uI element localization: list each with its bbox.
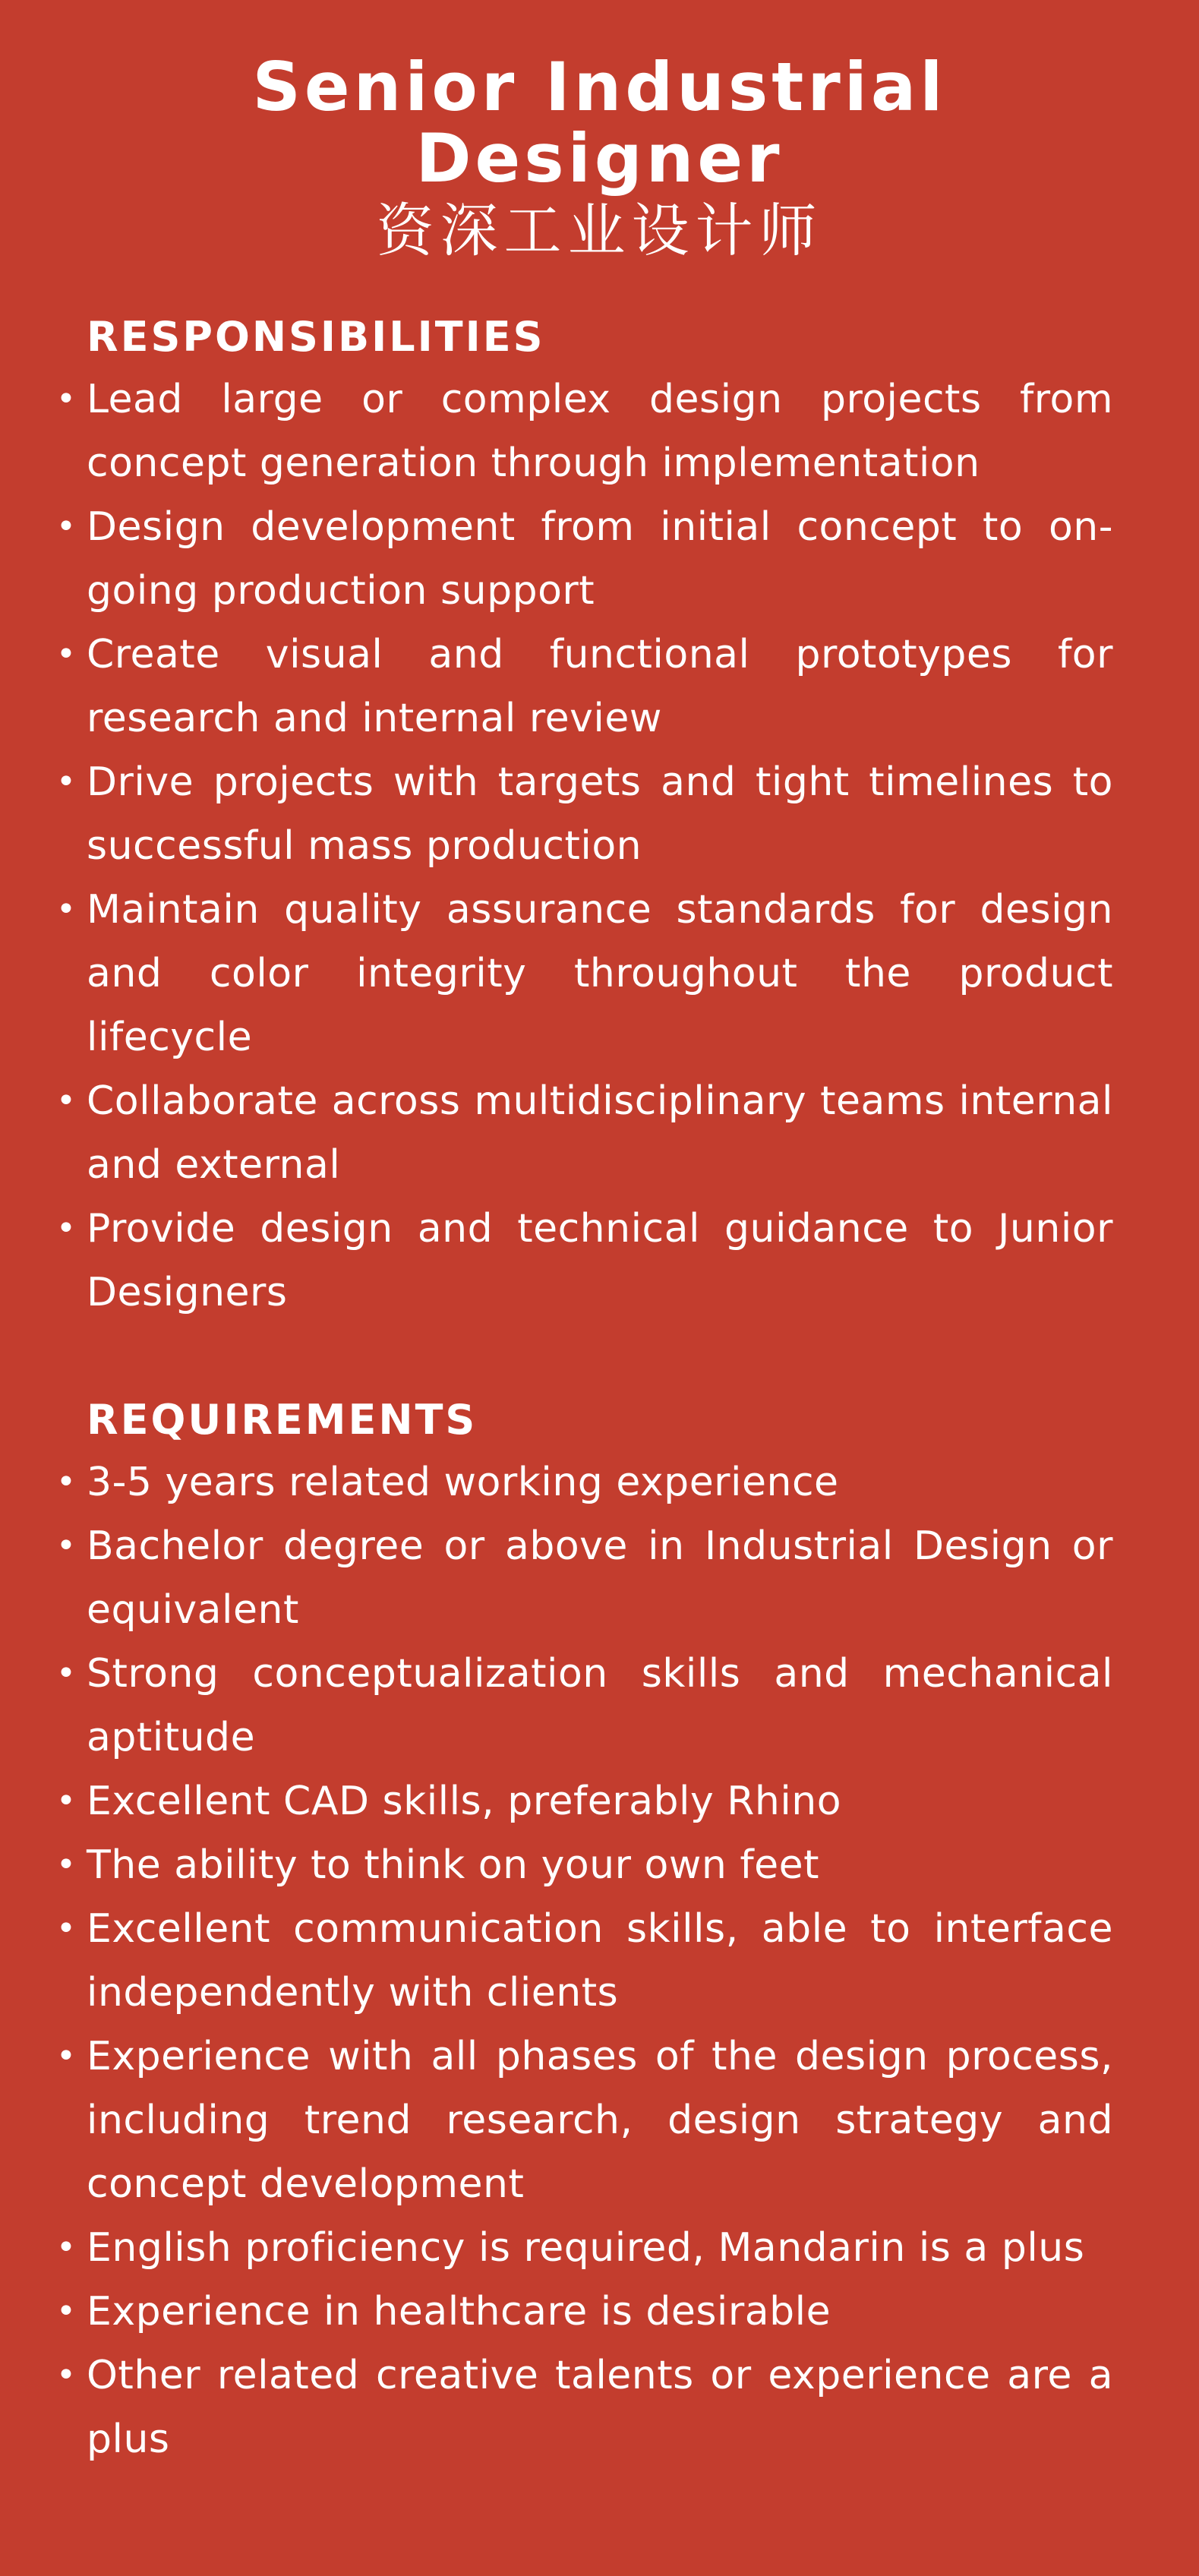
- requirement-item-text: Experience with all phases of the design process, including trend research, design strategy and concept development: [87, 2034, 1113, 2207]
- job-title-chinese: 资深工业设计师: [376, 197, 823, 264]
- requirement-item-text: Bachelor degree or above in Industrial Design or equivalent: [87, 1523, 1113, 1633]
- requirement-item: [56, 1833, 1113, 1897]
- bullet-icon: •: [56, 1526, 77, 1565]
- bullet-icon: •: [56, 507, 77, 546]
- responsibility-item: [56, 368, 1113, 495]
- requirement-item-text: Excellent CAD skills, preferably Rhino: [87, 1779, 842, 1824]
- responsibility-item-text: Lead large or complex design projects from concept generation through implementation: [87, 377, 1113, 486]
- responsibility-item: [56, 750, 1113, 878]
- requirement-item-text: English proficiency is required, Mandarin is a plus: [87, 2225, 1085, 2271]
- requirement-item-text: Strong conceptualization skills and mechanical aptitude: [87, 1651, 1113, 1760]
- responsibility-item: [56, 623, 1113, 750]
- requirement-item-text: 3-5 years related working experience: [87, 1460, 839, 1505]
- requirement-item: [56, 1769, 1113, 1833]
- bullet-icon: •: [56, 1909, 77, 1948]
- bullet-icon: •: [56, 762, 77, 801]
- requirement-item: [56, 2280, 1113, 2344]
- bullet-icon: •: [56, 2356, 77, 2394]
- bullet-icon: •: [56, 1081, 77, 1120]
- responsibility-item-text: Drive projects with targets and tight timelines to successful mass production: [87, 759, 1113, 869]
- bullet-icon: •: [56, 2037, 77, 2076]
- requirement-item-text: The ability to think on your own feet: [87, 1842, 820, 1888]
- requirement-item: [56, 2216, 1113, 2280]
- bullet-icon: •: [56, 635, 77, 674]
- bullet-icon: •: [56, 1845, 77, 1884]
- requirement-item-text: Experience in healthcare is desirable: [87, 2289, 831, 2334]
- requirement-item: [56, 1897, 1113, 2025]
- bullet-icon: •: [56, 380, 77, 418]
- responsibility-item-text: Create visual and functional prototypes for research and internal review: [87, 632, 1113, 741]
- responsibility-item: [56, 878, 1113, 1069]
- bullet-icon: •: [56, 1654, 77, 1693]
- responsibility-item-text: Design development from initial concept to on-going production support: [87, 504, 1113, 614]
- responsibilities-heading: RESPONSIBILITIES: [87, 313, 545, 361]
- bullet-icon: •: [56, 1463, 77, 1501]
- requirement-item-text: Other related creative talents or experience are a plus: [87, 2353, 1113, 2462]
- responsibilities-list: [56, 368, 1113, 1324]
- bullet-icon: •: [56, 1782, 77, 1820]
- requirement-item: [56, 2025, 1113, 2216]
- job-title-english: Senior Industrial Designer: [252, 48, 947, 197]
- responsibility-item: [56, 495, 1113, 623]
- responsibility-item-text: Provide design and technical guidance to Junior Designers: [87, 1206, 1113, 1315]
- requirements-section: [0, 1390, 1199, 2471]
- requirements-list: [56, 1451, 1113, 2471]
- responsibility-item-text: Collaborate across multidisciplinary teams internal and external: [87, 1078, 1113, 1188]
- responsibilities-section: [0, 307, 1199, 1324]
- requirement-item-text: Excellent communication skills, able to interface independently with clients: [87, 1906, 1113, 2016]
- requirements-heading: REQUIREMENTS: [87, 1396, 478, 1444]
- bullet-icon: •: [56, 890, 77, 929]
- requirement-item: [56, 2344, 1113, 2471]
- responsibility-item: [56, 1069, 1113, 1197]
- responsibility-item: [56, 1197, 1113, 1324]
- requirement-item: [56, 1514, 1113, 1642]
- bullet-icon: •: [56, 2292, 77, 2331]
- responsibility-item-text: Maintain quality assurance standards for design and color integrity throughout the product lifecycle: [87, 887, 1113, 1060]
- title-block: [0, 48, 1199, 267]
- requirement-item: [56, 1451, 1113, 1514]
- bullet-icon: •: [56, 1209, 77, 1248]
- requirement-item: [56, 1642, 1113, 1769]
- bullet-icon: •: [56, 2228, 77, 2267]
